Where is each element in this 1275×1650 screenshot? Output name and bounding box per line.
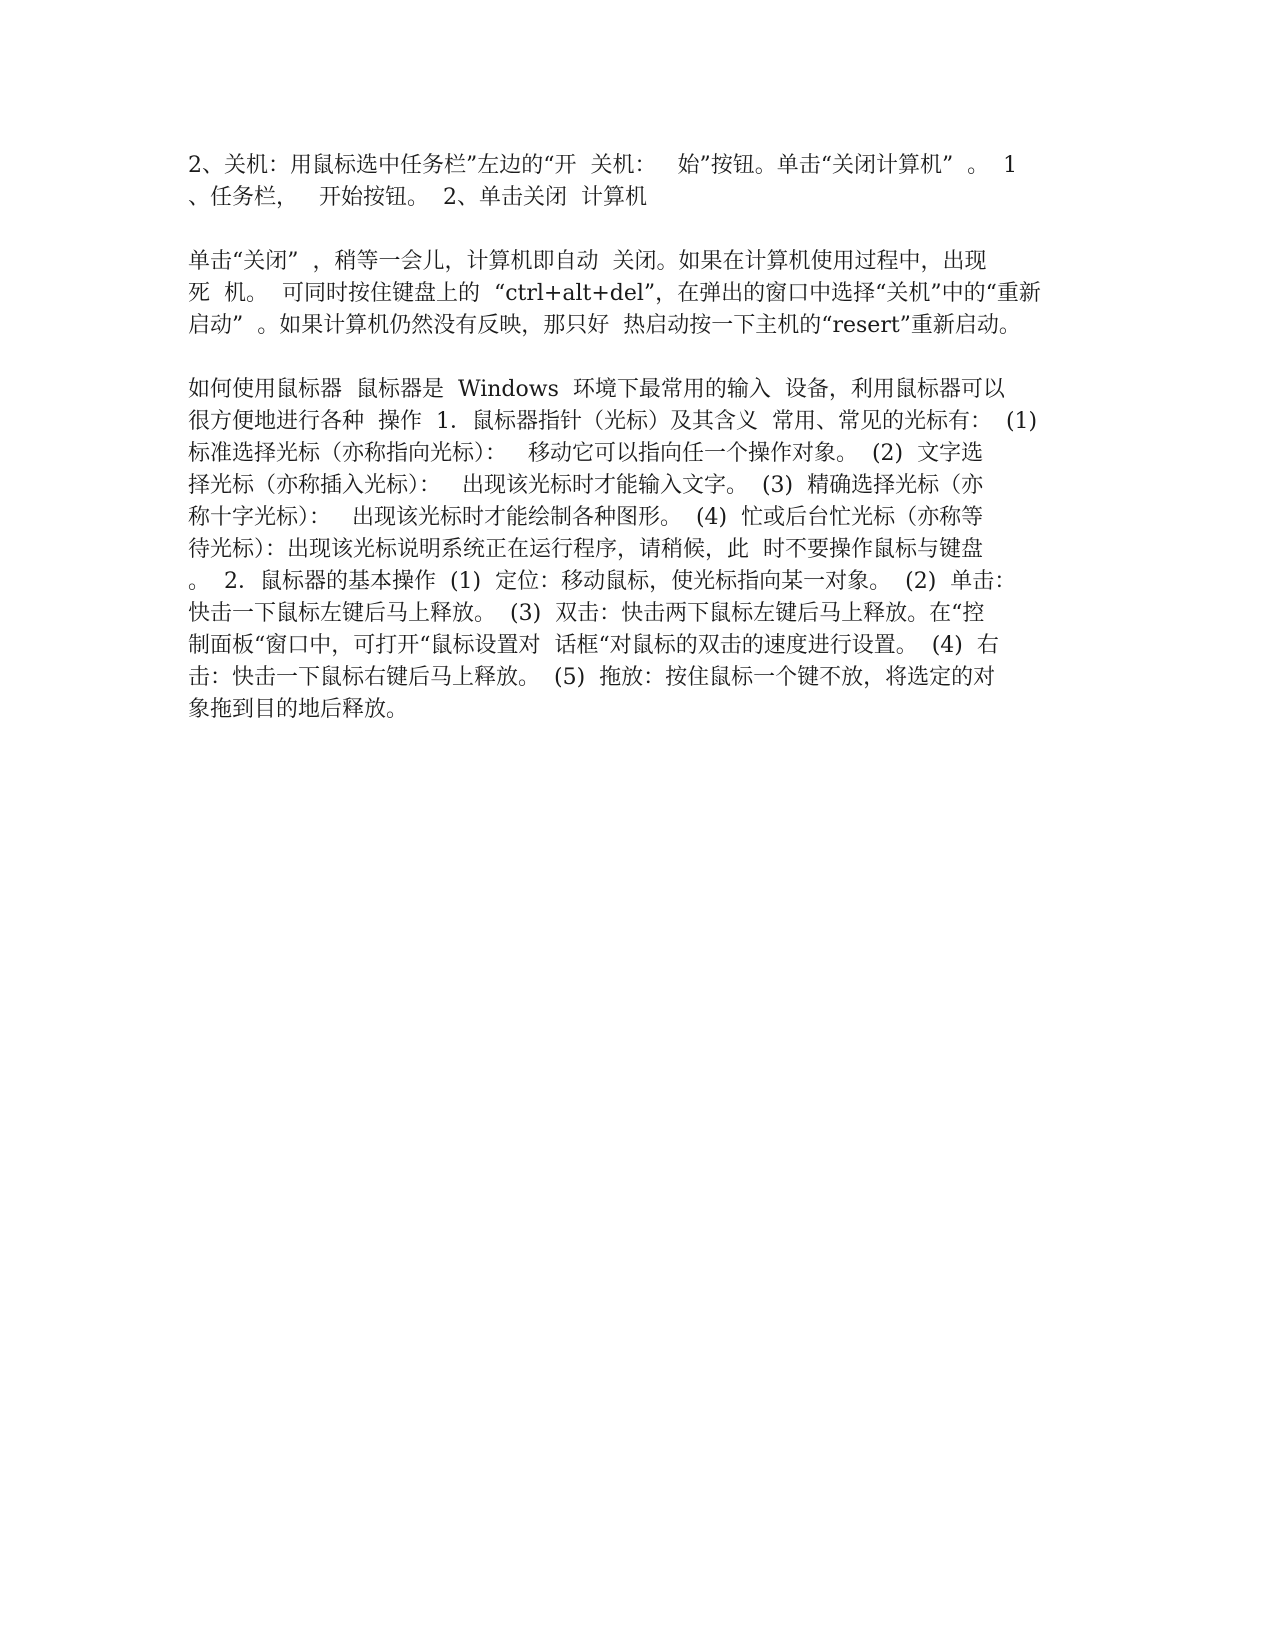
- document-body: [188, 150, 1128, 758]
- text-line: 启动” 。如果计算机仍然没有反映，那只好 热启动按一下主机的“resert”重新启动。: [188, 313, 1021, 338]
- paragraph-shutdown: [188, 150, 1128, 214]
- text-line: 待光标）：出现该光标说明系统正在运行程序，请稍候，此 时不要操作鼠标与键盘: [188, 537, 983, 562]
- text-line: 死 机。 可同时按住键盘上的 “ctrl+alt+del”，在弹出的窗口中选择“关机”中的“重新: [188, 281, 1041, 306]
- text-line: 、任务栏， 开始按钮。 2、单击关闭 计算机: [188, 185, 647, 210]
- text-line: 2、关机：用鼠标选中任务栏”左边的“开 关机： 始”按钮。单击“关闭计算机” 。 1: [188, 153, 1018, 178]
- paragraph-mouse-usage: [188, 374, 1128, 726]
- text-line: 。 2．鼠标器的基本操作 (1) 定位：移动鼠标，使光标指向某一对象。 (2) 单击：: [188, 569, 1017, 594]
- text-line: 击：快击一下鼠标右键后马上释放。 (5) 拖放：按住鼠标一个键不放，将选定的对: [188, 665, 996, 690]
- text-line: 象拖到目的地后释放。: [188, 697, 409, 722]
- text-line: 制面板“窗口中，可打开“鼠标设置对 话框“对鼠标的双击的速度进行设置。 (4) 右: [188, 633, 999, 658]
- text-line: 快击一下鼠标左键后马上释放。 (3) 双击：快击两下鼠标左键后马上释放。在“控: [188, 601, 985, 626]
- text-line: 称十字光标）： 出现该光标时才能绘制各种图形。 (4) 忙或后台忙光标（亦称等: [188, 505, 984, 530]
- paragraph-restart: [188, 246, 1128, 342]
- text-line: 很方便地进行各种 操作 1．鼠标器指针（光标）及其含义 常用、常见的光标有： (1): [188, 409, 1038, 434]
- text-line: 如何使用鼠标器 鼠标器是 Windows 环境下最常用的输入 设备，利用鼠标器可以: [188, 377, 1005, 402]
- text-line: 标准选择光标（亦称指向光标）： 移动它可以指向任一个操作对象。 (2) 文字选: [188, 441, 984, 466]
- text-line: 单击“关闭” ，稍等一会儿，计算机即自动 关闭。如果在计算机使用过程中，出现: [188, 249, 987, 274]
- text-line: 择光标（亦称插入光标）： 出现该光标时才能输入文字。 (3) 精确选择光标（亦: [188, 473, 984, 498]
